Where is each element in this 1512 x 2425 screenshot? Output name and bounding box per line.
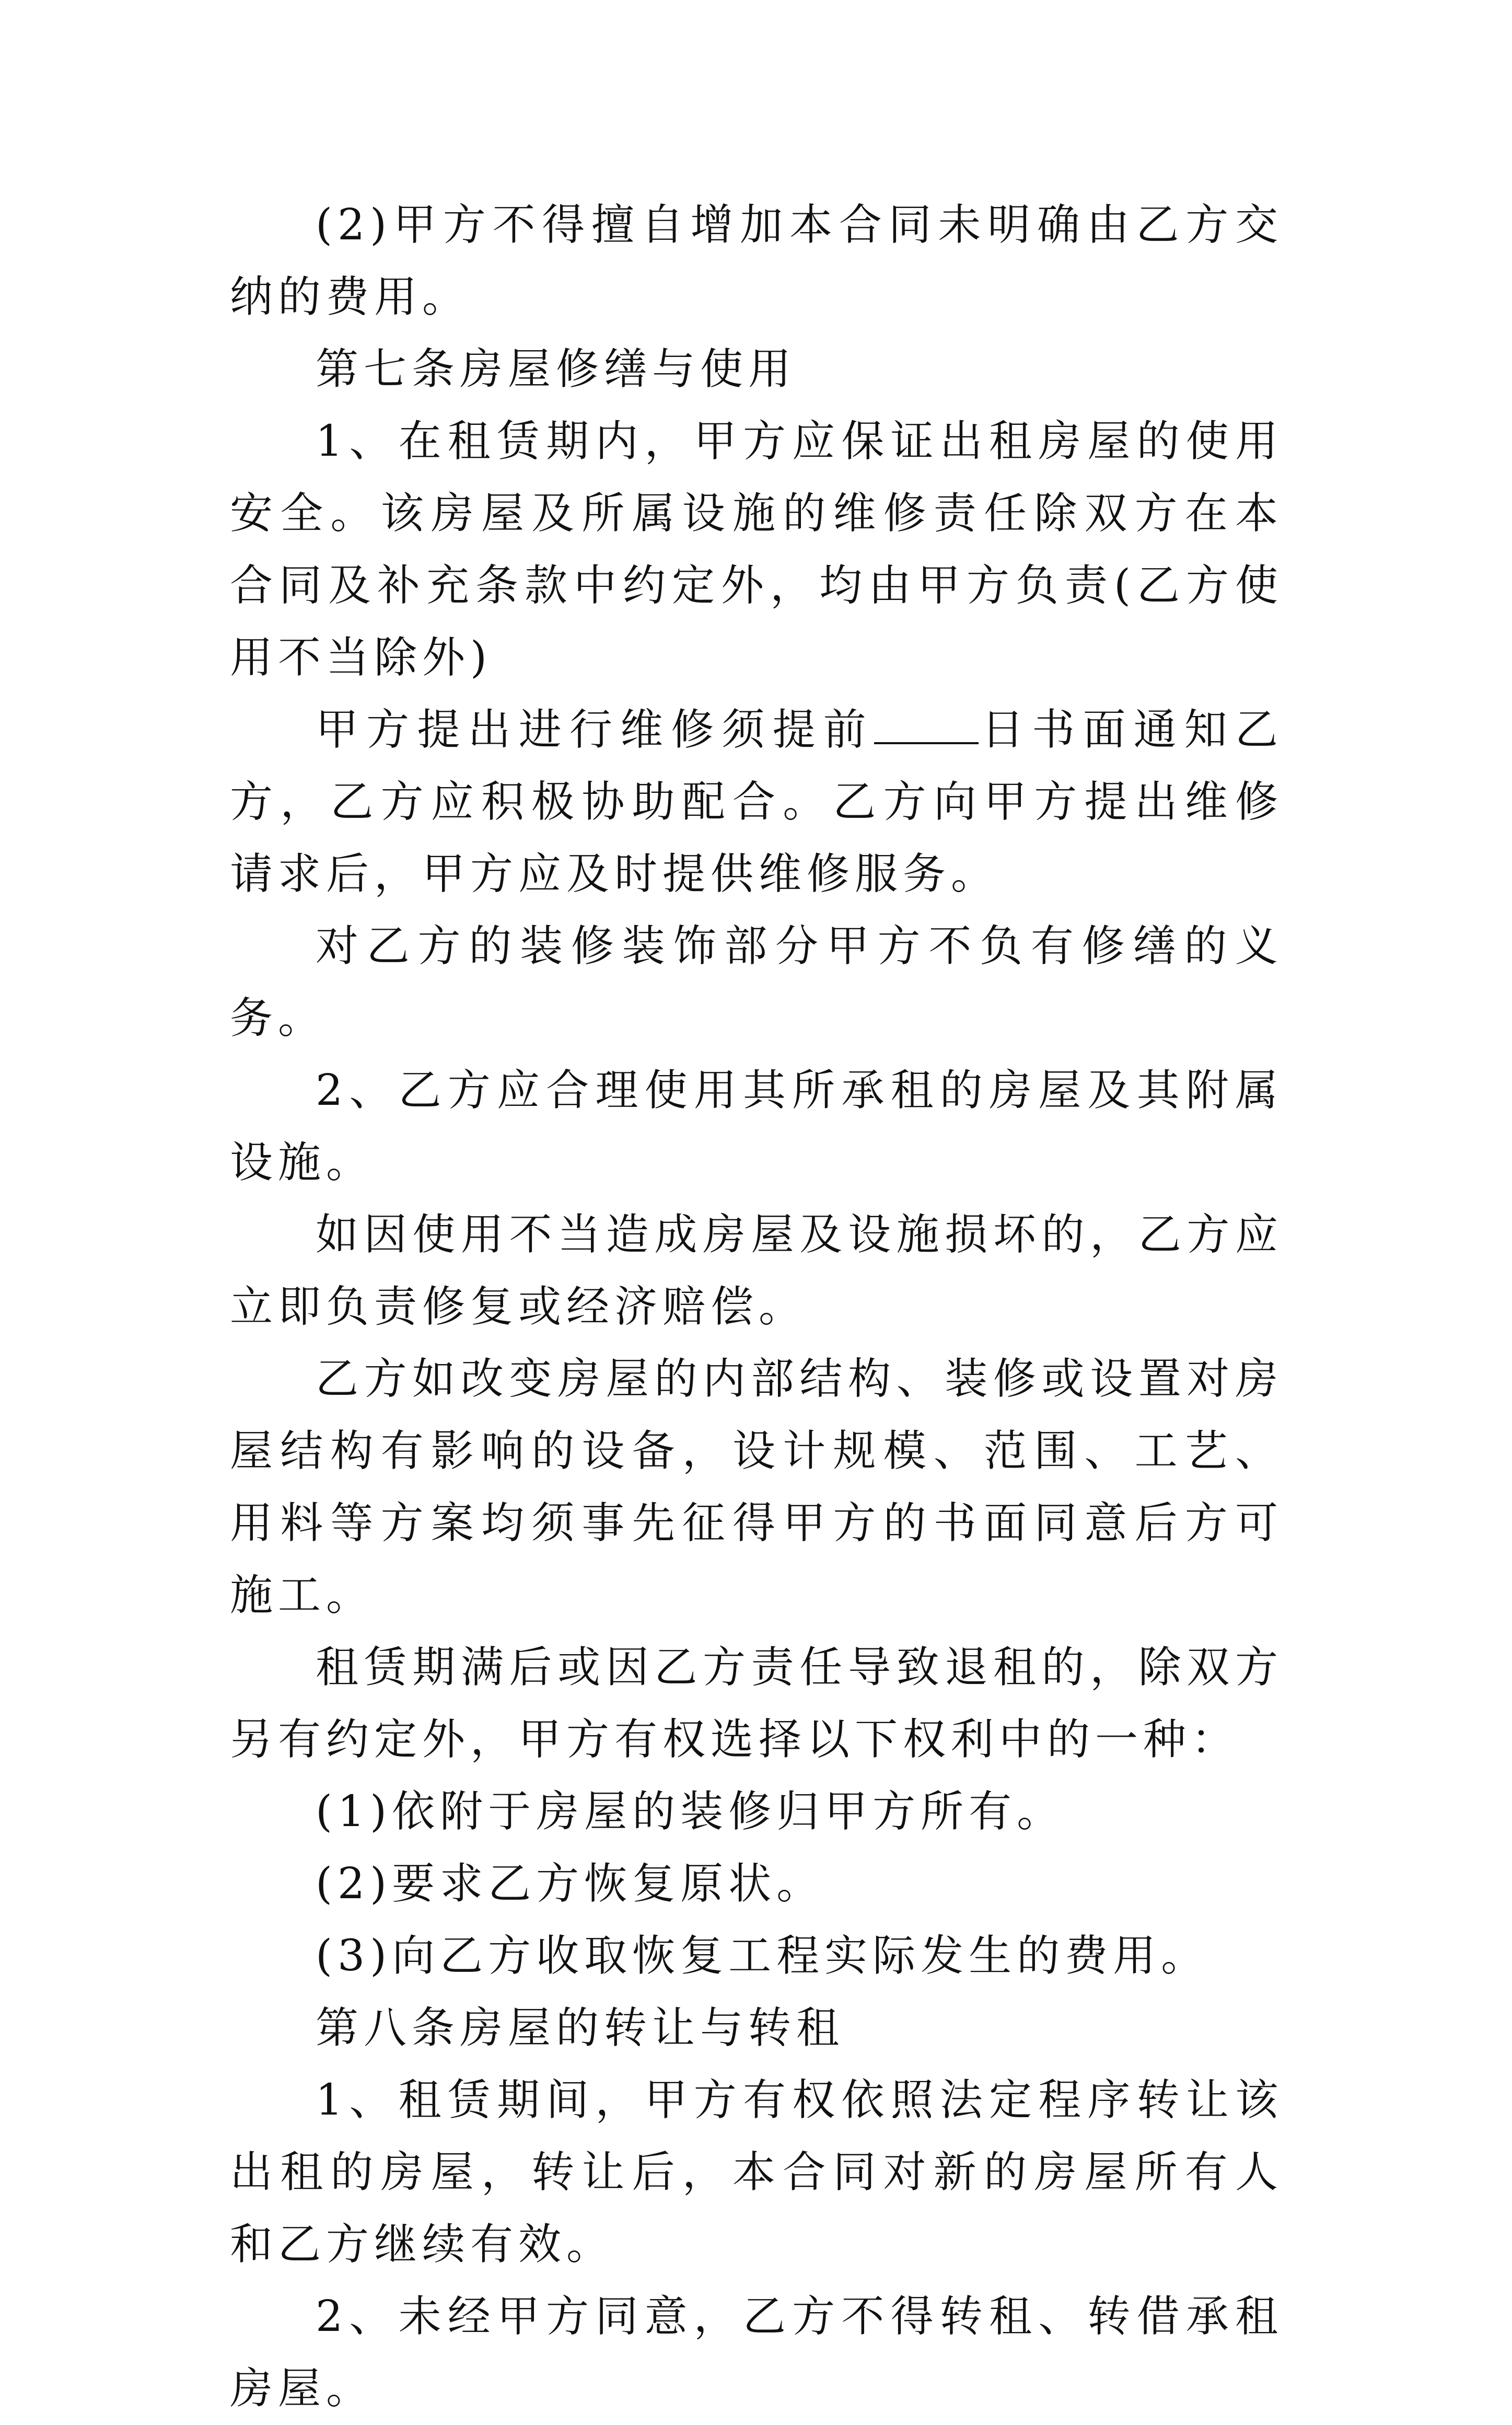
list-item: (2)要求乙方恢复原状。 [316, 1859, 825, 1909]
paragraph: 2、未经甲方同意，乙方不得转租、转借承租房屋。 [230, 2292, 1283, 2414]
paragraph-with-blank [230, 694, 1283, 910]
section-heading: 第七条房屋修缮与使用 [316, 344, 797, 394]
paragraph-text-after-blank: 日书面通知乙方，乙方应积极协助配合。乙方向甲方提出维修请求后，甲方应及时提供维修服务。 [230, 705, 1283, 899]
paragraph: 租赁期满后或因乙方责任导致退租的，除双方另有约定外，甲方有权选择以下权利中的一种： [230, 1643, 1283, 1764]
section-heading: 第八条房屋的转让与转租 [316, 2003, 845, 2053]
document-body [230, 189, 1283, 2425]
paragraph: 1、在租赁期内，甲方应保证出租房屋的使用安全。该房屋及所属设施的维修责任除双方在本合同及补充条款中约定外，均由甲方负责(乙方使用不当除外) [230, 417, 1283, 683]
paragraph: 2、乙方应合理使用其所承租的房屋及其附属设施。 [230, 1066, 1283, 1187]
paragraph: (2)甲方不得擅自增加本合同未明确由乙方交纳的费用。 [230, 200, 1283, 322]
list-item: (3)向乙方收取恢复工程实际发生的费用。 [316, 1931, 1209, 1981]
paragraph: 对乙方的装修装饰部分甲方不负有修缮的义务。 [230, 921, 1283, 1043]
paragraph-text-before-blank: 甲方提出进行维修须提前 [316, 705, 874, 755]
paragraph: 如因使用不当造成房屋及设施损坏的，乙方应立即负责修复或经济赔偿。 [230, 1210, 1283, 1332]
fill-in-blank [874, 706, 979, 744]
paragraph: 1、租赁期间，甲方有权依照法定程序转让该出租的房屋，转让后，本合同对新的房屋所有人和乙方继续有效。 [230, 2075, 1283, 2269]
list-item: (1)依附于房屋的装修归甲方所有。 [316, 1787, 1065, 1837]
paragraph: 乙方如改变房屋的内部结构、装修或设置对房屋结构有影响的设备，设计规模、范围、工艺、用料等方案均须事先征得甲方的书面同意后方可施工。 [230, 1354, 1283, 1620]
